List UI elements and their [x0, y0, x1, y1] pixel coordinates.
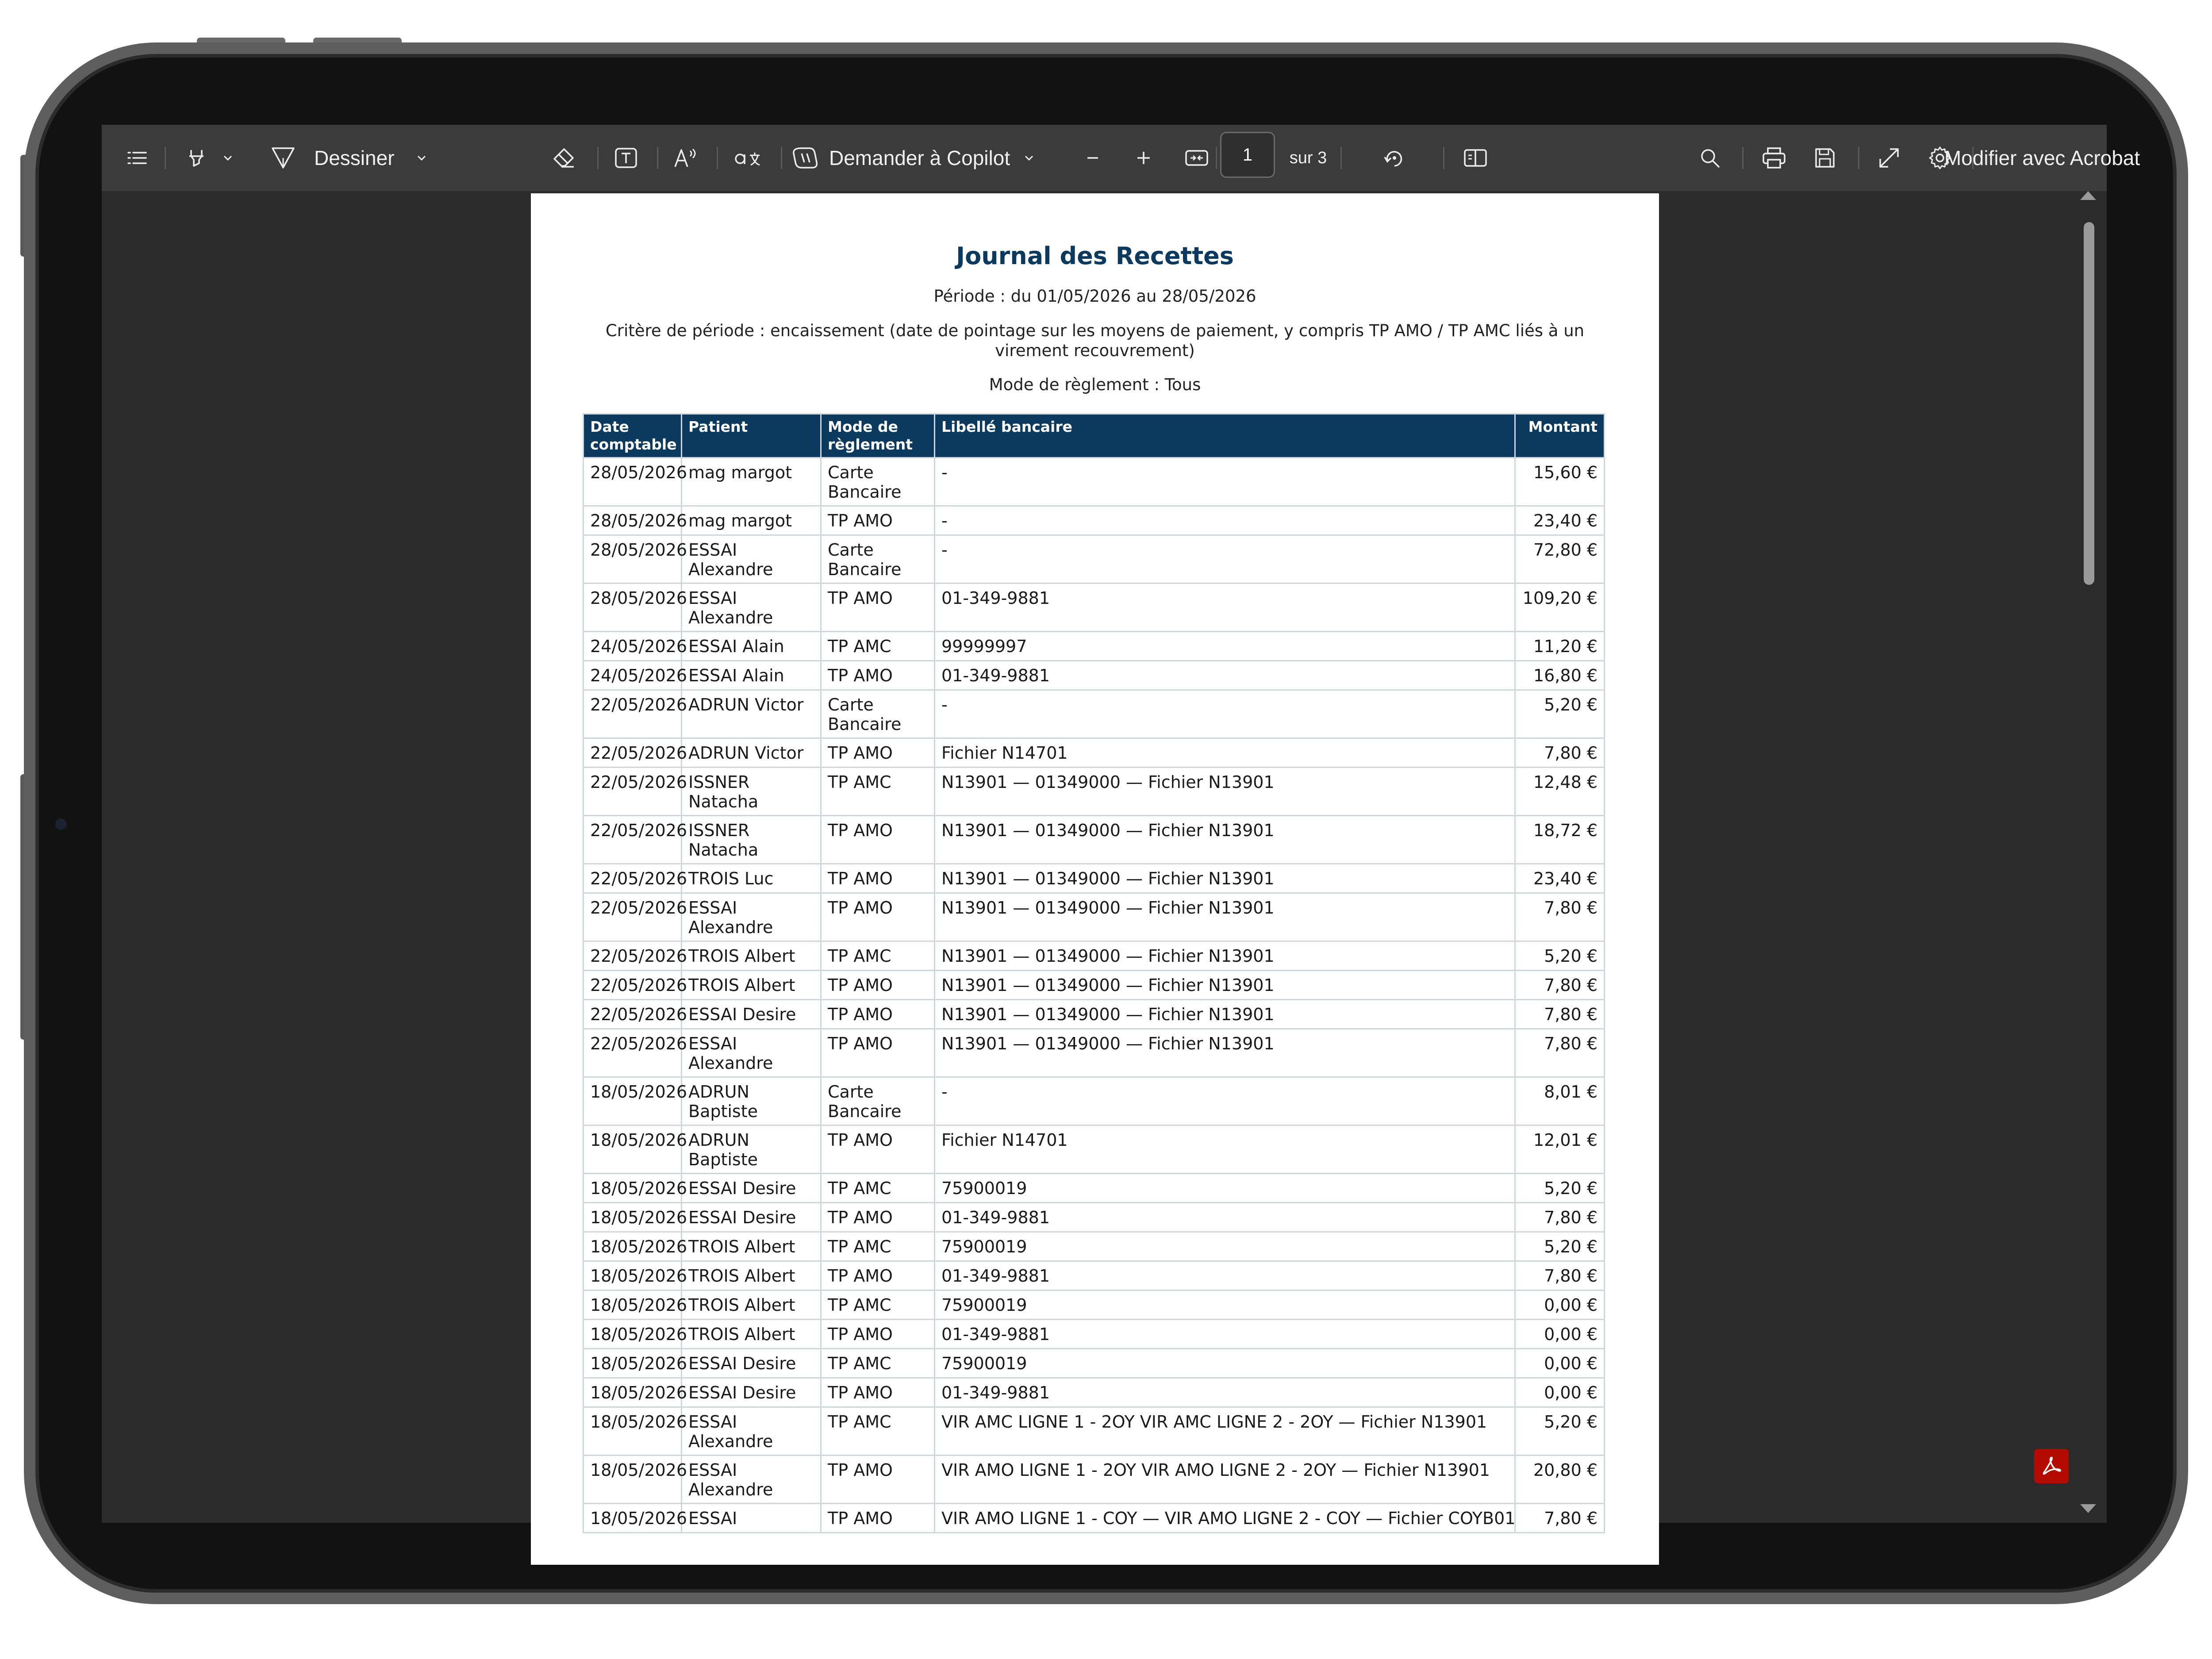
chevron-down-icon [1022, 151, 1036, 165]
cell-date: 18/05/2026 [584, 1290, 682, 1320]
cell-patient: TROIS Albert [682, 971, 821, 1000]
cell-mode: TP AMO [821, 1000, 935, 1029]
cell-libelle: - [935, 690, 1515, 738]
cell-libelle: 01-349-9881 [935, 1320, 1515, 1349]
cell-patient: ADRUN Victor [682, 690, 821, 738]
cell-date: 18/05/2026 [584, 1261, 682, 1290]
cell-mode: Carte Bancaire [821, 458, 935, 506]
expand-icon [1878, 146, 1901, 169]
cell-patient: ESSAI Desire [682, 1349, 821, 1378]
table-row [584, 1290, 1605, 1320]
table-row [584, 768, 1605, 816]
cell-montant: 5,20 € [1515, 941, 1605, 971]
toolbar-separator [1858, 147, 1859, 169]
cell-libelle: 01-349-9881 [935, 1378, 1515, 1407]
cell-montant: 7,80 € [1515, 1029, 1605, 1077]
cell-mode: TP AMC [821, 1349, 935, 1378]
front-camera [55, 818, 67, 830]
cell-patient: ESSAI Alexandre [682, 893, 821, 941]
cell-date: 24/05/2026 [584, 632, 682, 661]
cell-libelle: 01-349-9881 [935, 1203, 1515, 1232]
cell-montant: 5,20 € [1515, 1174, 1605, 1203]
acrobat-icon[interactable] [2034, 1449, 2069, 1483]
zoom-out-button[interactable] [1073, 125, 1113, 191]
cell-montant: 0,00 € [1515, 1378, 1605, 1407]
cell-libelle: N13901 — 01349000 — Fichier N13901 [935, 816, 1515, 864]
column-header-date: Date comptable [584, 414, 682, 458]
cell-libelle: N13901 — 01349000 — Fichier N13901 [935, 941, 1515, 971]
cell-libelle: N13901 — 01349000 — Fichier N13901 [935, 1000, 1515, 1029]
save-button[interactable] [1805, 125, 1845, 191]
plus-icon [1135, 149, 1152, 167]
page-total [1284, 125, 1333, 191]
cell-patient: ADRUN Victor [682, 738, 821, 768]
cell-libelle: Fichier N14701 [935, 1125, 1515, 1174]
toolbar-separator [657, 147, 658, 169]
cell-patient: ESSAI [682, 1504, 821, 1533]
cell-montant: 0,00 € [1515, 1349, 1605, 1378]
cell-libelle: 75900019 [935, 1349, 1515, 1378]
cell-libelle: - [935, 458, 1515, 506]
cell-patient: ESSAI Alexandre [682, 584, 821, 632]
cell-montant: 15,60 € [1515, 458, 1605, 506]
document-title: Journal des Recettes [956, 242, 1234, 270]
table-row [584, 1203, 1605, 1232]
cell-libelle: 01-349-9881 [935, 661, 1515, 690]
cell-montant: 16,80 € [1515, 661, 1605, 690]
cell-libelle: N13901 — 01349000 — Fichier N13901 [935, 864, 1515, 893]
cell-montant: 7,80 € [1515, 738, 1605, 768]
cell-montant: 20,80 € [1515, 1455, 1605, 1504]
chevron-down-icon [221, 151, 234, 165]
cell-patient: mag margot [682, 458, 821, 506]
scroll-down-arrow[interactable] [2080, 1504, 2096, 1513]
text-box-icon [614, 146, 638, 169]
cell-patient: ESSAI Desire [682, 1203, 821, 1232]
table-row [584, 506, 1605, 535]
cell-mode: TP AMC [821, 1232, 935, 1261]
cell-montant: 5,20 € [1515, 690, 1605, 738]
cell-date: 18/05/2026 [584, 1378, 682, 1407]
cell-mode: TP AMO [821, 864, 935, 893]
page-current: 1 [1242, 145, 1253, 165]
cell-patient: TROIS Albert [682, 1290, 821, 1320]
search-icon [1698, 146, 1721, 169]
cell-libelle: - [935, 506, 1515, 535]
cell-patient: ISSNER Natacha [682, 768, 821, 816]
table-row [584, 738, 1605, 768]
cell-montant: 0,00 € [1515, 1290, 1605, 1320]
table-row [584, 1174, 1605, 1203]
document-area [102, 191, 2107, 1528]
printer-icon [1762, 146, 1786, 169]
cell-patient: TROIS Albert [682, 941, 821, 971]
cell-patient: ESSAI Alain [682, 632, 821, 661]
page-total-label: sur 3 [1289, 148, 1327, 167]
table-row [584, 1349, 1605, 1378]
search-button[interactable] [1690, 125, 1730, 191]
cell-mode: TP AMO [821, 1125, 935, 1174]
highlight-button[interactable] [175, 125, 246, 191]
cell-patient: ESSAI Alexandre [682, 535, 821, 584]
cell-mode: TP AMC [821, 1174, 935, 1203]
table-row [584, 690, 1605, 738]
cell-patient: ESSAI Alexandre [682, 1029, 821, 1077]
cell-libelle: - [935, 535, 1515, 584]
cell-libelle: 75900019 [935, 1174, 1515, 1203]
cell-mode: TP AMC [821, 941, 935, 971]
cell-date: 22/05/2026 [584, 738, 682, 768]
cell-mode: TP AMC [821, 1407, 935, 1455]
cell-patient: mag margot [682, 506, 821, 535]
cell-montant: 23,40 € [1515, 864, 1605, 893]
save-icon [1813, 146, 1836, 169]
cell-date: 28/05/2026 [584, 584, 682, 632]
table-row [584, 1029, 1605, 1077]
fullscreen-button[interactable] [1869, 125, 1909, 191]
cell-montant: 7,80 € [1515, 1000, 1605, 1029]
cell-libelle: 01-349-9881 [935, 1261, 1515, 1290]
cell-libelle: VIR AMO LIGNE 1 - 2OY VIR AMO LIGNE 2 - 2OY — Fichier N13901 [935, 1455, 1515, 1504]
cell-mode: TP AMC [821, 632, 935, 661]
cell-montant: 72,80 € [1515, 535, 1605, 584]
toolbar-separator [1216, 147, 1217, 169]
cell-montant: 7,80 € [1515, 971, 1605, 1000]
cell-patient: ESSAI Desire [682, 1174, 821, 1203]
cell-date: 28/05/2026 [584, 535, 682, 584]
table-row [584, 632, 1605, 661]
cell-date: 22/05/2026 [584, 1000, 682, 1029]
cell-date: 28/05/2026 [584, 506, 682, 535]
criteria-line: virement recouvrement) [995, 341, 1195, 360]
table-row [584, 1125, 1605, 1174]
read-aloud-button[interactable] [666, 125, 706, 191]
cell-montant: 5,20 € [1515, 1407, 1605, 1455]
cell-patient: ESSAI Alain [682, 661, 821, 690]
cell-mode: Carte Bancaire [821, 1077, 935, 1125]
cell-montant: 7,80 € [1515, 1261, 1605, 1290]
page-view-button[interactable] [1455, 125, 1495, 191]
cell-libelle: Fichier N14701 [935, 738, 1515, 768]
fit-width-button[interactable] [1177, 125, 1217, 191]
table-row [584, 1000, 1605, 1029]
table-row [584, 893, 1605, 941]
text-box-button[interactable] [606, 125, 646, 191]
cell-libelle: N13901 — 01349000 — Fichier N13901 [935, 1029, 1515, 1077]
translate-icon [733, 146, 762, 169]
cell-patient: TROIS Albert [682, 1320, 821, 1349]
cell-date: 18/05/2026 [584, 1174, 682, 1203]
cell-mode: Carte Bancaire [821, 690, 935, 738]
cell-date: 22/05/2026 [584, 864, 682, 893]
translate-button[interactable] [726, 125, 770, 191]
cell-patient: ESSAI Alexandre [682, 1407, 821, 1455]
criteria-line: Critère de période : encaissement (date de pointage sur les moyens de paiement, y compris TP AMO / TP AMC liés à un [605, 321, 1585, 340]
pdf-page [531, 193, 1659, 1565]
table-row [584, 971, 1605, 1000]
cell-date: 22/05/2026 [584, 941, 682, 971]
edit-with-acrobat-label: Modifier avec Acrobat [1944, 146, 2140, 169]
cell-date: 18/05/2026 [584, 1232, 682, 1261]
cell-mode: TP AMO [821, 1261, 935, 1290]
column-header-montant: Montant [1515, 414, 1605, 458]
toc-button[interactable] [119, 125, 155, 191]
cell-mode: TP AMO [821, 893, 935, 941]
table-row [584, 458, 1605, 506]
eraser-icon [552, 146, 576, 169]
toolbar-separator [717, 147, 718, 169]
cell-mode: TP AMO [821, 971, 935, 1000]
table-row [584, 1232, 1605, 1261]
cell-date: 18/05/2026 [584, 1320, 682, 1349]
cell-mode: TP AMO [821, 661, 935, 690]
table-row [584, 584, 1605, 632]
cell-date: 18/05/2026 [584, 1455, 682, 1504]
period-line: Période : du 01/05/2026 au 28/05/2026 [933, 287, 1256, 306]
cell-mode: TP AMO [821, 584, 935, 632]
table-header-row [584, 414, 1605, 458]
cell-date: 22/05/2026 [584, 690, 682, 738]
copilot-button[interactable] [792, 125, 1066, 191]
table-row [584, 1407, 1605, 1455]
pen-icon [270, 146, 296, 170]
cell-libelle: N13901 — 01349000 — Fichier N13901 [935, 768, 1515, 816]
cell-montant: 8,01 € [1515, 1077, 1605, 1125]
table-row [584, 1320, 1605, 1349]
cell-montant: 12,48 € [1515, 768, 1605, 816]
cell-libelle: 99999997 [935, 632, 1515, 661]
toolbar-separator [165, 147, 166, 169]
table-row [584, 1504, 1605, 1533]
pdf-toolbar [102, 125, 2140, 191]
erase-button[interactable] [544, 125, 584, 191]
read-aloud-icon [672, 146, 699, 169]
copilot-label: Demander à Copilot [829, 146, 1010, 169]
toolbar-separator [1340, 147, 1342, 169]
cell-mode: TP AMO [821, 1029, 935, 1077]
table-row [584, 661, 1605, 690]
cell-montant: 7,80 € [1515, 893, 1605, 941]
cell-patient: ISSNER Natacha [682, 816, 821, 864]
cell-patient: TROIS Albert [682, 1261, 821, 1290]
table-body [584, 458, 1605, 1533]
cell-date: 22/05/2026 [584, 768, 682, 816]
cell-montant: 23,40 € [1515, 506, 1605, 535]
cell-mode: TP AMO [821, 1455, 935, 1504]
column-header-libelle: Libellé bancaire [935, 414, 1515, 458]
rotate-icon [1381, 146, 1406, 170]
cell-libelle: 75900019 [935, 1232, 1515, 1261]
table-row [584, 816, 1605, 864]
list-icon [127, 149, 148, 167]
cell-libelle: N13901 — 01349000 — Fichier N13901 [935, 893, 1515, 941]
toolbar-separator [781, 147, 782, 169]
vertical-scrollbar[interactable] [2084, 222, 2094, 585]
cell-montant: 0,00 € [1515, 1320, 1605, 1349]
cell-date: 18/05/2026 [584, 1349, 682, 1378]
cell-date: 24/05/2026 [584, 661, 682, 690]
highlighter-icon [186, 146, 209, 169]
cell-mode: TP AMO [821, 506, 935, 535]
cell-libelle: VIR AMO LIGNE 1 - COY — VIR AMO LIGNE 2 - COY — Fichier COYB01 [935, 1504, 1515, 1533]
table-row [584, 864, 1605, 893]
cell-libelle: VIR AMC LIGNE 1 - 2OY VIR AMC LIGNE 2 - 2OY — Fichier N13901 [935, 1407, 1515, 1455]
cell-mode: TP AMO [821, 816, 935, 864]
cell-libelle: 75900019 [935, 1290, 1515, 1320]
edit-with-acrobat-button[interactable] [1944, 125, 2140, 191]
toolbar-separator [1742, 147, 1743, 169]
cell-montant: 12,01 € [1515, 1125, 1605, 1174]
cell-date: 18/05/2026 [584, 1077, 682, 1125]
cell-mode: TP AMO [821, 1504, 935, 1533]
page-view-icon [1463, 147, 1488, 169]
cell-mode: TP AMC [821, 768, 935, 816]
fit-width-icon [1184, 148, 1209, 168]
rotate-button[interactable] [1374, 125, 1413, 191]
cell-date: 22/05/2026 [584, 816, 682, 864]
cell-patient: ADRUN Baptiste [682, 1125, 821, 1174]
draw-label: Dessiner [314, 146, 395, 169]
payment-mode-line: Mode de règlement : Tous [989, 375, 1201, 394]
table-row [584, 1378, 1605, 1407]
cell-date: 22/05/2026 [584, 1029, 682, 1077]
toolbar-separator [1443, 147, 1444, 169]
cell-patient: ESSAI Alexandre [682, 1455, 821, 1504]
cell-mode: TP AMO [821, 1378, 935, 1407]
cell-mode: TP AMO [821, 1320, 935, 1349]
draw-button[interactable] [270, 125, 456, 191]
zoom-in-button[interactable] [1124, 125, 1164, 191]
cell-montant: 5,20 € [1515, 1232, 1605, 1261]
copilot-icon [792, 146, 818, 170]
cell-date: 22/05/2026 [584, 893, 682, 941]
cell-mode: TP AMO [821, 738, 935, 768]
cell-libelle: - [935, 1077, 1515, 1125]
table-row [584, 941, 1605, 971]
cell-date: 22/05/2026 [584, 971, 682, 1000]
cell-date: 18/05/2026 [584, 1125, 682, 1174]
cell-mode: TP AMO [821, 1203, 935, 1232]
print-button[interactable] [1754, 125, 1794, 191]
cell-mode: TP AMC [821, 1290, 935, 1320]
scroll-up-arrow[interactable] [2080, 191, 2096, 200]
pdf-viewer-screen [102, 125, 2140, 1528]
cell-patient: TROIS Albert [682, 1232, 821, 1261]
cell-montant: 7,80 € [1515, 1203, 1605, 1232]
cell-date: 28/05/2026 [584, 458, 682, 506]
column-header-patient: Patient [682, 414, 821, 458]
cell-montant: 11,20 € [1515, 632, 1605, 661]
table-row [584, 535, 1605, 584]
cell-date: 18/05/2026 [584, 1203, 682, 1232]
receipts-table [583, 413, 1605, 1533]
table-row [584, 1077, 1605, 1125]
chevron-down-icon [415, 151, 428, 165]
cell-patient: ESSAI Desire [682, 1378, 821, 1407]
table-row [584, 1455, 1605, 1504]
cell-montant: 7,80 € [1515, 1504, 1605, 1533]
cell-patient: ESSAI Desire [682, 1000, 821, 1029]
cell-patient: TROIS Luc [682, 864, 821, 893]
table-row [584, 1261, 1605, 1290]
cell-libelle: 01-349-9881 [935, 584, 1515, 632]
cell-patient: ADRUN Baptiste [682, 1077, 821, 1125]
minus-icon [1084, 149, 1102, 167]
cell-libelle: N13901 — 01349000 — Fichier N13901 [935, 971, 1515, 1000]
cell-montant: 109,20 € [1515, 584, 1605, 632]
cell-date: 18/05/2026 [584, 1504, 682, 1533]
toolbar-separator [597, 147, 599, 169]
cell-montant: 18,72 € [1515, 816, 1605, 864]
page-number-input[interactable] [1220, 132, 1275, 178]
column-header-mode: Mode de règlement [821, 414, 935, 458]
cell-date: 18/05/2026 [584, 1407, 682, 1455]
cell-mode: Carte Bancaire [821, 535, 935, 584]
